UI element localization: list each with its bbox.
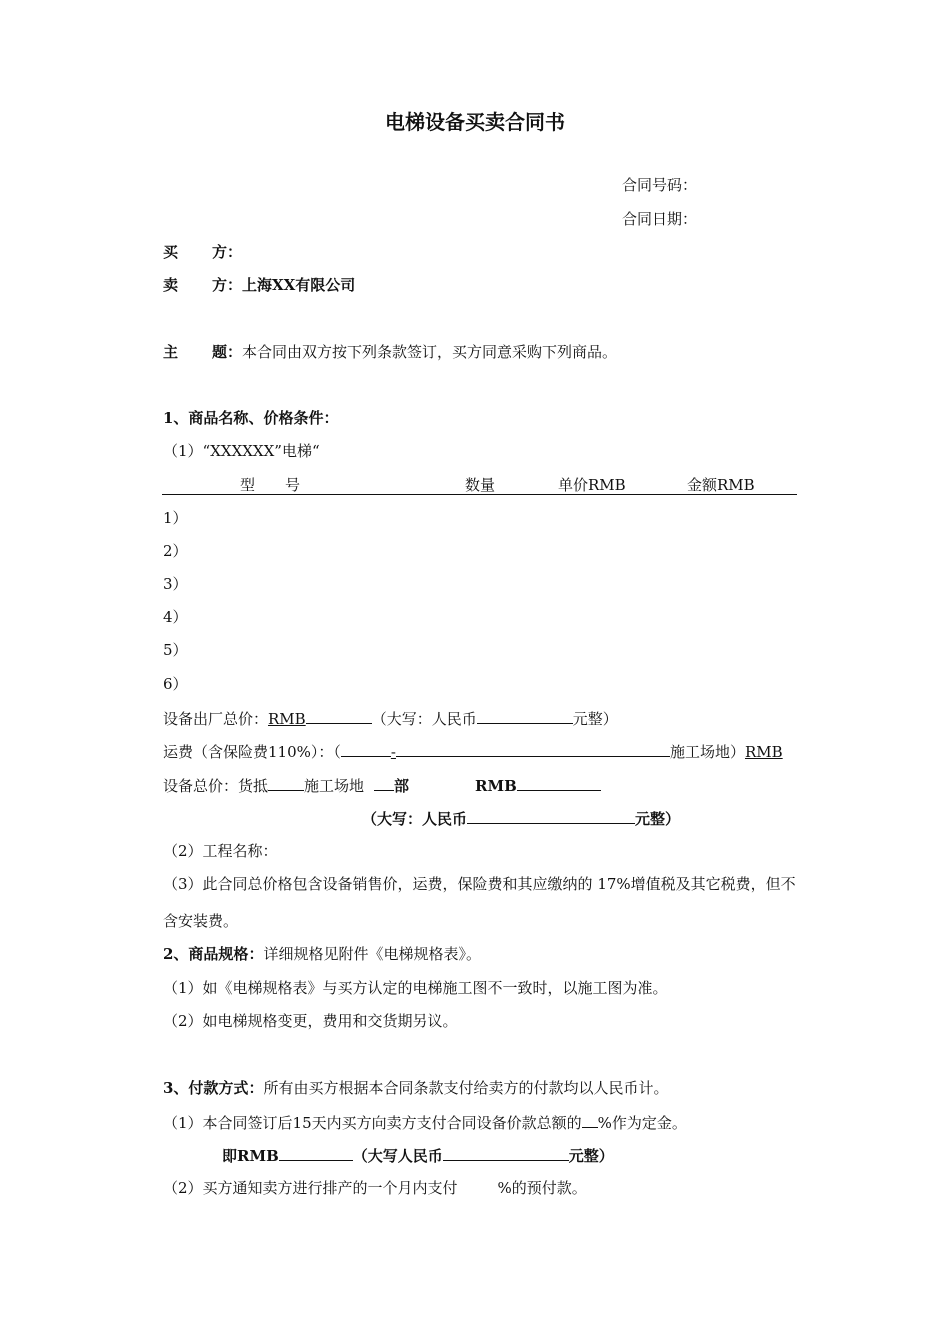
- freight-row: [163, 740, 783, 762]
- table-row: 2）: [163, 542, 188, 560]
- section3-clause1: [163, 1111, 687, 1133]
- section3-row: [163, 1078, 668, 1098]
- grand-total-caps-suffix: 元整）: [635, 810, 681, 828]
- factory-total-row: [163, 707, 618, 729]
- header-model: 型 号: [240, 476, 301, 494]
- grand-total-row: [163, 774, 601, 796]
- grand-total-unit: 部: [394, 777, 410, 795]
- section3-clause2: [163, 1178, 587, 1198]
- seller-row: [163, 275, 355, 295]
- freight-label: 运费（含保险费110%）：（: [163, 743, 341, 761]
- section3-clause1-suffix: %作为定金。: [597, 1114, 687, 1132]
- item1-name: （1）“XXXXXX”电梯“: [163, 442, 320, 460]
- item2-project-name: （2）工程名称：: [163, 842, 278, 860]
- freight-dash: -: [390, 743, 396, 761]
- grand-total-caps-row: [362, 807, 680, 829]
- grand-total-blank-1: [268, 774, 304, 791]
- section3-clause1-text: （1）本合同签订后15天内买方向卖方支付合同设备价款总额的: [163, 1114, 582, 1132]
- freight-site-label: 施工场地）: [669, 743, 745, 761]
- factory-total-label: 设备出厂总价：: [163, 710, 269, 728]
- grand-total-blank-3: [517, 774, 601, 791]
- freight-currency: RMB: [744, 743, 783, 761]
- item3-text-line1: （3）此合同总价格包含设备销售价，运费，保险费和其应缴纳的 17%增值税及其它税费，但不: [163, 875, 796, 893]
- section1-heading: 1、商品名称、价格条件：: [163, 409, 339, 427]
- section3-clause2-suffix: %的预付款。: [497, 1179, 587, 1197]
- buyer-label: 买: [163, 243, 179, 261]
- table-row: 4）: [163, 608, 188, 626]
- section2-row: [163, 944, 481, 964]
- freight-blank-1: [341, 740, 391, 757]
- seller-label: 卖: [163, 276, 179, 294]
- table-row: 1）: [163, 509, 188, 527]
- item3-text-line2: 含安装费。: [163, 912, 239, 930]
- price-table-header: [162, 474, 797, 495]
- subject-text: 本合同由双方按下列条款签订，买方同意采购下列商品。: [242, 343, 618, 361]
- grand-total-label: 设备总价：货抵: [163, 777, 269, 795]
- contract-number-label: 合同号码：: [622, 176, 698, 194]
- deposit-amount-blank: [279, 1144, 353, 1161]
- deposit-caps-label: （大写人民币: [352, 1147, 443, 1165]
- deposit-caps-blank: [443, 1144, 569, 1161]
- section2-heading: 2、商品规格：: [163, 945, 264, 963]
- section2-clause2: （2）如电梯规格变更，费用和交货期另议。: [163, 1012, 458, 1030]
- table-row: 3）: [163, 575, 188, 593]
- grand-total-currency: RMB: [475, 777, 517, 795]
- deposit-currency: 即RMB: [222, 1147, 279, 1165]
- contract-date-label: 合同日期：: [622, 210, 698, 228]
- grand-total-caps-label: （大写：人民币: [362, 810, 468, 828]
- section3-percent-blank: [582, 1111, 598, 1128]
- grand-total-caps-blank: [467, 807, 635, 824]
- buyer-row: [163, 242, 242, 262]
- section3-text: 所有由买方根据本合同条款支付给卖方的付款均以人民币计。: [263, 1079, 669, 1097]
- table-row: 5）: [163, 641, 188, 659]
- section2-clause1: （1）如《电梯规格表》与买方认定的电梯施工图不一致时，以施工图为准。: [163, 979, 668, 997]
- buyer-label-suffix: 方：: [212, 243, 243, 261]
- section2-text: 详细规格见附件《电梯规格表》。: [263, 945, 481, 963]
- subject-row: [163, 342, 617, 362]
- section3-heading: 3、付款方式：: [163, 1079, 264, 1097]
- section3-clause2-text: （2）买方通知卖方进行排产的一个月内支付: [163, 1179, 458, 1197]
- subject-label: 主: [163, 343, 179, 361]
- deposit-caps-suffix: 元整）: [568, 1147, 614, 1165]
- table-row: 6）: [163, 675, 188, 693]
- seller-name: 方：上海XX有限公司: [212, 276, 356, 294]
- factory-total-caps-label: （大写：人民币: [371, 710, 477, 728]
- grand-total-blank-2: [374, 774, 394, 791]
- factory-total-caps-blank: [477, 707, 573, 724]
- document-title: 电梯设备买卖合同书: [385, 110, 565, 134]
- factory-total-currency: RMB: [268, 710, 306, 728]
- freight-blank-2: [396, 740, 670, 757]
- subject-label-suffix: 题：: [212, 343, 243, 361]
- factory-total-blank: [306, 707, 372, 724]
- grand-total-site: 施工场地: [304, 777, 365, 795]
- factory-total-caps-suffix: 元整）: [572, 710, 618, 728]
- header-unit-price: 单价RMB: [558, 476, 626, 494]
- header-amount: 金额RMB: [687, 476, 755, 494]
- section3-deposit-row: [222, 1144, 614, 1166]
- header-quantity: 数量: [465, 476, 496, 494]
